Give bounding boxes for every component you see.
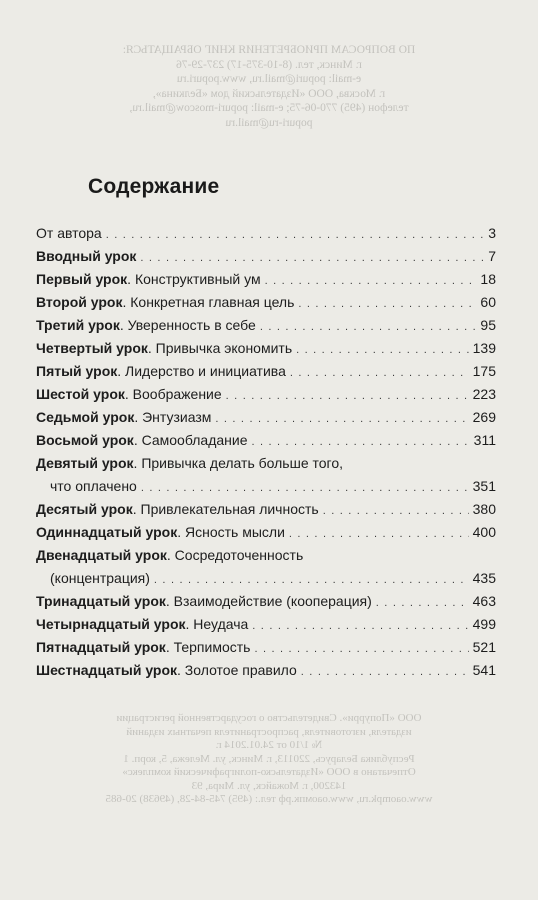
toc-page-number: 7 bbox=[488, 248, 496, 264]
toc-entry[interactable] bbox=[36, 636, 496, 659]
toc-line bbox=[36, 291, 496, 314]
dot-leader bbox=[376, 592, 469, 615]
toc-topic: . Неудача bbox=[185, 616, 249, 632]
dot-leader bbox=[226, 385, 469, 408]
toc-entry[interactable] bbox=[36, 452, 496, 498]
toc-lesson-label: Шестнадцатый урок bbox=[36, 662, 178, 678]
bleed-through-line: г. Минск, тел. (8-10-375-17) 237-29-76 bbox=[176, 58, 362, 71]
toc-lesson-label: Девятый урок bbox=[36, 455, 134, 471]
toc-line bbox=[36, 245, 496, 268]
toc-topic: . Золотое правило bbox=[177, 662, 297, 678]
toc-page-number: 435 bbox=[472, 570, 496, 586]
toc-topic: . Конкретная главная цель bbox=[122, 294, 295, 310]
toc-lesson-label: Четырнадцатый урок bbox=[36, 616, 186, 632]
toc-line bbox=[36, 429, 496, 452]
toc-topic: От автора bbox=[36, 225, 102, 241]
toc-topic: . Энтузиазм bbox=[134, 409, 212, 425]
toc-entry[interactable] bbox=[36, 337, 496, 360]
toc-entry[interactable] bbox=[36, 291, 496, 314]
dot-leader bbox=[289, 523, 469, 546]
bleed-through-line: Республика Беларусь, 220113, г. Минск, ул. Мележа, 5, корп. 1 bbox=[123, 752, 415, 765]
toc-lesson-label: Двенадцатый урок bbox=[36, 547, 167, 563]
dot-leader bbox=[141, 477, 469, 500]
toc-topic: . Привычка делать больше того, bbox=[133, 455, 344, 471]
toc-page-number: 499 bbox=[472, 616, 496, 632]
toc-entry[interactable] bbox=[36, 429, 496, 452]
toc-line bbox=[36, 222, 496, 245]
toc-entry[interactable] bbox=[36, 360, 496, 383]
toc-topic: . Терпимость bbox=[165, 639, 251, 655]
toc-page-number: 400 bbox=[472, 524, 496, 540]
toc-page-number: 541 bbox=[472, 662, 496, 678]
toc-topic: . Привычка экономить bbox=[147, 340, 293, 356]
toc-entry[interactable] bbox=[36, 245, 496, 268]
bleed-through-line: 143200, г. Можайск, ул. Мира, 93 bbox=[191, 779, 347, 792]
toc-line bbox=[36, 498, 496, 521]
toc-entry[interactable] bbox=[36, 268, 496, 291]
toc-lesson-label: Пятнадцатый урок bbox=[36, 639, 166, 655]
toc-line bbox=[36, 659, 496, 682]
toc-entry[interactable] bbox=[36, 659, 496, 682]
toc-topic: (концентрация) bbox=[50, 570, 150, 586]
dot-leader bbox=[254, 638, 468, 661]
toc-line bbox=[36, 521, 496, 544]
dot-leader bbox=[252, 615, 468, 638]
toc-topic: . Лидерство и инициатива bbox=[117, 363, 286, 379]
toc-page-number: 269 bbox=[472, 409, 496, 425]
dot-leader bbox=[140, 247, 484, 270]
toc-lesson-label: Второй урок bbox=[36, 294, 123, 310]
toc-page-number: 139 bbox=[472, 340, 496, 356]
dot-leader bbox=[265, 270, 477, 293]
dot-leader bbox=[298, 293, 476, 316]
toc-lesson-label: Седьмой урок bbox=[36, 409, 135, 425]
toc-lesson-label: Третий урок bbox=[36, 317, 120, 333]
toc-page-number: 380 bbox=[472, 501, 496, 517]
dot-leader bbox=[215, 408, 468, 431]
toc-page-number: 3 bbox=[488, 225, 496, 241]
toc-entry[interactable] bbox=[36, 613, 496, 636]
dot-leader bbox=[301, 661, 469, 684]
toc-entry[interactable] bbox=[36, 406, 496, 429]
toc-lesson-label: Десятый урок bbox=[36, 501, 133, 517]
toc-entry[interactable] bbox=[36, 544, 496, 590]
bleed-through-line: ПО ВОПРОСАМ ПРИОБРЕТЕНИЯ КНИГ ОБРАЩАТЬСЯ: bbox=[122, 44, 416, 56]
page-title: Содержание bbox=[88, 175, 220, 198]
toc-entry[interactable] bbox=[36, 498, 496, 521]
toc-lesson-label: Тринадцатый урок bbox=[36, 593, 166, 609]
dot-leader bbox=[323, 500, 469, 523]
toc-page-number: 95 bbox=[480, 317, 496, 333]
toc-topic: . Конструктивный ум bbox=[127, 271, 261, 287]
toc-topic: . Привлекательная личность bbox=[132, 501, 319, 517]
toc-lesson-label: Первый урок bbox=[36, 271, 128, 287]
toc-line bbox=[36, 475, 496, 498]
toc-topic: . Уверенность в себе bbox=[119, 317, 256, 333]
toc-lesson-label: Вводный урок bbox=[36, 248, 137, 264]
table-of-contents bbox=[36, 222, 496, 682]
toc-page-number: 18 bbox=[480, 271, 496, 287]
toc-lesson-label: Четвертый урок bbox=[36, 340, 148, 356]
toc-line bbox=[36, 544, 496, 567]
toc-lesson-label: Одиннадцатый урок bbox=[36, 524, 178, 540]
toc-entry[interactable] bbox=[36, 521, 496, 544]
bleed-through-line: e-mail: popuri@mail.ru, www.popuri.ru bbox=[176, 73, 362, 85]
toc-topic: . Сосредоточенность bbox=[166, 547, 304, 563]
toc-line bbox=[36, 314, 496, 337]
bleed-through-line: № 1/10 от 24.01.2014 г. bbox=[215, 739, 323, 751]
dot-leader bbox=[154, 569, 469, 592]
toc-page-number: 463 bbox=[472, 593, 496, 609]
toc-entry[interactable] bbox=[36, 590, 496, 613]
toc-page-number: 175 bbox=[472, 363, 496, 379]
bleed-through-line: Отпечатано в ООО «Издательско-полиграфический комплекс» bbox=[122, 766, 416, 778]
toc-topic: что оплачено bbox=[50, 478, 137, 494]
toc-entry[interactable] bbox=[36, 222, 496, 245]
toc-line bbox=[36, 613, 496, 636]
toc-page-number: 351 bbox=[472, 478, 496, 494]
bleed-through-publisher-info bbox=[0, 43, 538, 130]
toc-line bbox=[36, 360, 496, 383]
dot-leader bbox=[260, 316, 477, 339]
toc-entry[interactable] bbox=[36, 383, 496, 406]
toc-line bbox=[36, 452, 496, 475]
toc-entry[interactable] bbox=[36, 314, 496, 337]
toc-line bbox=[36, 268, 496, 291]
bleed-through-line: www.oaompk.ru, www.оаомпк.рф тел.: (495) 745-84-28, (49638) 20-685 bbox=[105, 793, 433, 805]
toc-topic: . Самообладание bbox=[133, 432, 248, 448]
toc-page-number: 223 bbox=[472, 386, 496, 402]
toc-line bbox=[36, 337, 496, 360]
toc-line bbox=[36, 636, 496, 659]
bleed-through-line: г. Москва, ООО «Издательский дом «Белкина», bbox=[152, 87, 386, 100]
toc-page-number: 311 bbox=[473, 432, 496, 448]
toc-lesson-label: Восьмой урок bbox=[36, 432, 134, 448]
toc-line bbox=[36, 590, 496, 613]
bleed-through-line: popuri-ru@mail.ru bbox=[225, 116, 313, 129]
toc-topic: . Ясность мысли bbox=[177, 524, 285, 540]
toc-topic: . Воображение bbox=[124, 386, 222, 402]
toc-topic: . Взаимодействие (кооперация) bbox=[165, 593, 372, 609]
toc-line bbox=[36, 406, 496, 429]
toc-line bbox=[36, 383, 496, 406]
dot-leader bbox=[251, 431, 469, 454]
toc-line bbox=[36, 567, 496, 590]
bleed-through-imprint bbox=[0, 712, 538, 807]
bleed-through-line: издателя, изготовителя, распространителя печатных изданий bbox=[126, 725, 412, 738]
toc-lesson-label: Пятый урок bbox=[36, 363, 118, 379]
dot-leader bbox=[106, 224, 484, 247]
bleed-through-line: телефон (495) 770-06-75; e-mail: popuri-moscow@mail.ru, bbox=[129, 102, 409, 114]
dot-leader bbox=[296, 339, 469, 362]
toc-page-number: 60 bbox=[480, 294, 496, 310]
toc-page-number: 521 bbox=[472, 639, 496, 655]
bleed-through-line: ООО «Попурри». Свидетельство о государственной регистрации bbox=[116, 712, 422, 724]
toc-lesson-label: Шестой урок bbox=[36, 386, 125, 402]
dot-leader bbox=[290, 362, 469, 385]
